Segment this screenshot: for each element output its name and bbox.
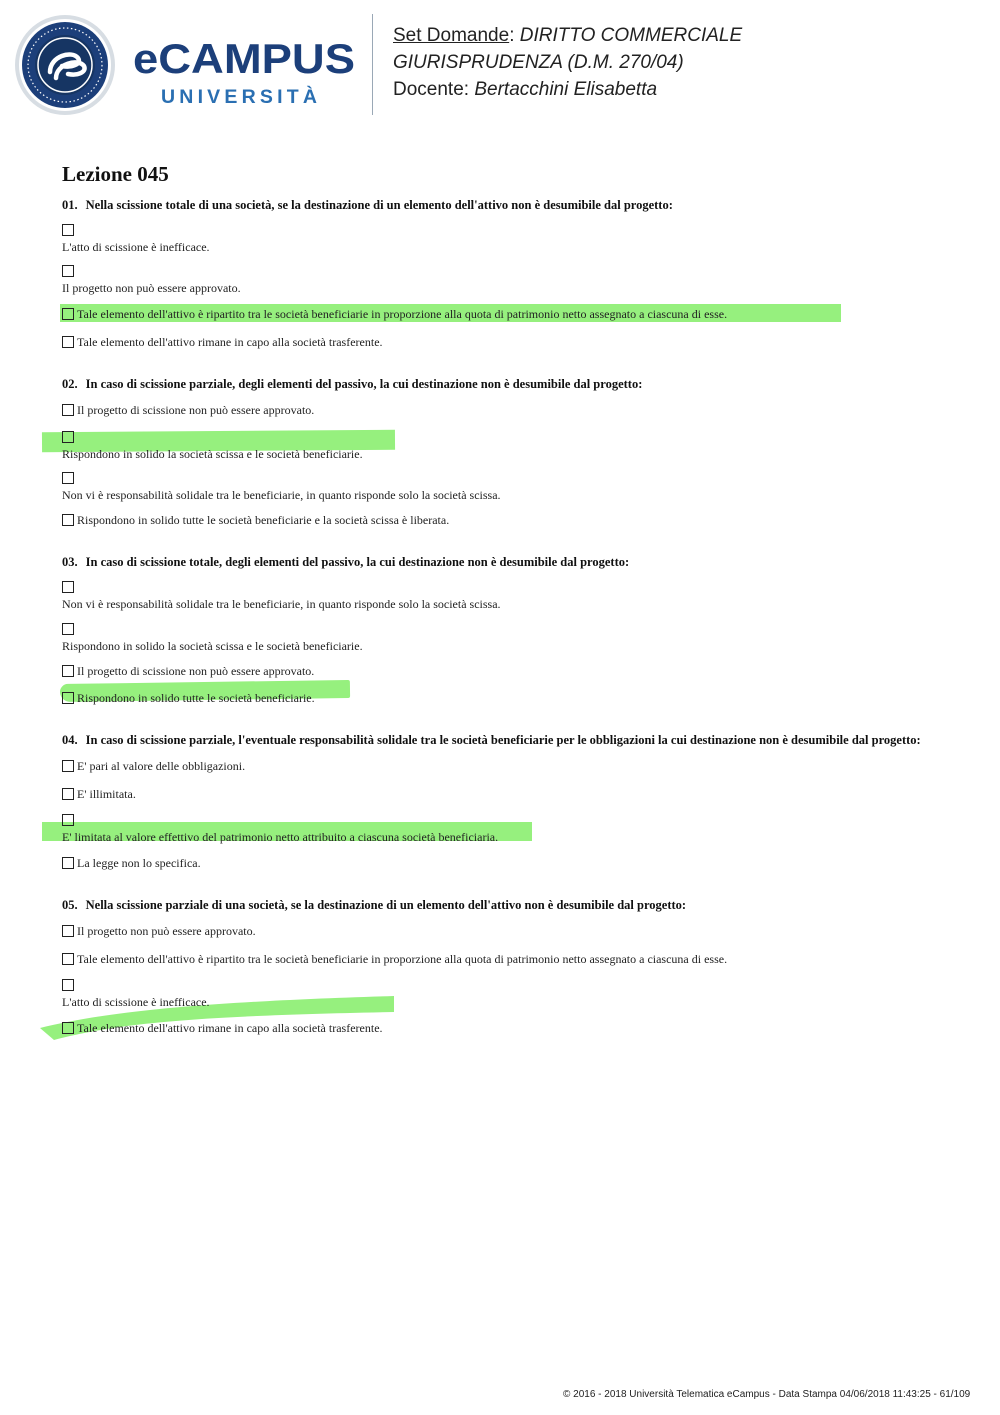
question-label: Nella scissione parziale di una società, se la destinazione di un elemento dell'attivo non è desumibile dal progetto:: [85, 898, 687, 912]
option-label: Non vi è responsabilità solidale tra le beneficiarie, in quanto risponde solo la società scissa.: [62, 597, 501, 611]
question-text: [62, 898, 686, 913]
answer-option[interactable]: [62, 431, 363, 462]
page-footer: © 2016 - 2018 Università Telematica eCampus - Data Stampa 04/06/2018 11:43:25 - 61/109: [563, 1389, 971, 1400]
question-number: 01.: [62, 198, 78, 212]
checkbox[interactable]: [62, 431, 74, 443]
answer-option[interactable]: [62, 1021, 383, 1036]
option-label: La legge non lo specifica.: [77, 856, 201, 870]
option-label: Il progetto non può essere approvato.: [62, 281, 241, 295]
checkbox[interactable]: [62, 760, 74, 772]
checkbox[interactable]: [62, 224, 74, 236]
option-label: Tale elemento dell'attivo è ripartito tra le società beneficiarie in proporzione alla quota di patrimonio netto assegnato a ciascuna di esse.: [77, 307, 728, 321]
option-label: Il progetto di scissione non può essere approvato.: [77, 403, 315, 417]
answer-option[interactable]: [62, 623, 363, 654]
header-teacher-line: Docente: Bertacchini Elisabetta: [393, 79, 658, 100]
teacher-label: Docente: [393, 79, 464, 100]
checkbox[interactable]: [62, 1022, 74, 1034]
answer-option[interactable]: [62, 513, 449, 528]
checkbox[interactable]: [62, 925, 74, 937]
page-header: [0, 0, 1000, 130]
question-text: [62, 555, 629, 570]
question-text: [62, 733, 921, 748]
checkbox[interactable]: [62, 265, 74, 277]
question-label: In caso di scissione parziale, degli elementi del passivo, la cui destinazione non è desumibile dal progetto:: [85, 377, 643, 391]
question-number: 03.: [62, 555, 78, 569]
option-label: E' pari al valore delle obbligazioni.: [77, 759, 246, 773]
option-label: Tale elemento dell'attivo rimane in capo alla società trasferente.: [77, 1021, 383, 1035]
checkbox[interactable]: [62, 472, 74, 484]
question-number: 02.: [62, 377, 78, 391]
checkbox[interactable]: [62, 814, 74, 826]
checkbox[interactable]: [62, 979, 74, 991]
option-label: Tale elemento dell'attivo è ripartito tra le società beneficiarie in proporzione alla quota di patrimonio netto assegnato a ciascuna di esse.: [77, 952, 728, 966]
logo-subtitle: UNIVERSITÀ: [161, 86, 322, 108]
checkbox[interactable]: [62, 581, 74, 593]
option-label: Rispondono in solido la società scissa e le società beneficiarie.: [62, 447, 363, 461]
answer-option[interactable]: [62, 856, 201, 871]
answer-option[interactable]: [62, 691, 315, 706]
checkbox[interactable]: [62, 953, 74, 965]
question-number: 05.: [62, 898, 78, 912]
question-text: [62, 377, 642, 392]
header-set-line: Set Domande: DIRITTO COMMERCIALE: [393, 25, 743, 46]
option-label: E' illimitata.: [77, 787, 136, 801]
option-label: Il progetto non può essere approvato.: [77, 924, 256, 938]
option-label: Rispondono in solido tutte le società beneficiarie e la società scissa è liberata.: [77, 513, 450, 527]
answer-option[interactable]: [62, 472, 501, 503]
answer-option[interactable]: [62, 265, 241, 296]
checkbox[interactable]: [62, 665, 74, 677]
header-divider: [372, 14, 373, 115]
option-label: L'atto di scissione è inefficace.: [62, 995, 210, 1009]
checkbox[interactable]: [62, 404, 74, 416]
option-label: Il progetto di scissione non può essere approvato.: [77, 664, 315, 678]
question-number: 04.: [62, 733, 78, 747]
answer-option[interactable]: [62, 952, 727, 967]
answer-option[interactable]: [62, 924, 256, 939]
checkbox[interactable]: [62, 788, 74, 800]
option-label: Non vi è responsabilità solidale tra le beneficiarie, in quanto risponde solo la società scissa.: [62, 488, 501, 502]
question-label: Nella scissione totale di una società, se la destinazione di un elemento dell'attivo non è desumibile dal progetto:: [85, 198, 673, 212]
lesson-title: Lezione 045: [62, 162, 169, 186]
answer-option[interactable]: [62, 403, 314, 418]
header-info: [393, 22, 993, 103]
checkbox[interactable]: [62, 514, 74, 526]
answer-option[interactable]: [62, 787, 136, 802]
degree-name: GIURISPRUDENZA (D.M. 270/04): [393, 52, 684, 73]
answer-option[interactable]: [62, 335, 383, 350]
question-label: In caso di scissione totale, degli elementi del passivo, la cui destinazione non è desumibile dal progetto:: [85, 555, 630, 569]
question-text: [62, 198, 673, 213]
option-label: Rispondono in solido la società scissa e le società beneficiarie.: [62, 639, 363, 653]
answer-option[interactable]: [62, 759, 245, 774]
answer-option[interactable]: [62, 224, 210, 255]
answer-option[interactable]: [62, 664, 314, 679]
checkbox[interactable]: [62, 308, 74, 320]
checkbox[interactable]: [62, 857, 74, 869]
ecampus-badge-icon: [14, 14, 116, 116]
question-label: In caso di scissione parziale, l'eventuale responsabilità solidale tra le società beneficiarie per le obbligazioni la cui destinazione non è desumibile dal progetto:: [85, 733, 921, 747]
option-label: Tale elemento dell'attivo rimane in capo alla società trasferente.: [77, 335, 383, 349]
option-label: L'atto di scissione è inefficace.: [62, 240, 210, 254]
answer-option[interactable]: [62, 814, 498, 845]
answer-option[interactable]: [62, 581, 501, 612]
checkbox[interactable]: [62, 692, 74, 704]
checkbox[interactable]: [62, 336, 74, 348]
teacher-name: Bertacchini Elisabetta: [474, 79, 658, 100]
option-label: E' limitata al valore effettivo del patrimonio netto attribuito a ciascuna società beneficiaria.: [62, 830, 499, 844]
logo-word-text: eCAMPUS: [133, 38, 355, 78]
option-label: Rispondono in solido tutte le società beneficiarie.: [77, 691, 315, 705]
set-label: Set Domande: [393, 25, 510, 46]
checkbox[interactable]: [62, 623, 74, 635]
ecampus-wordmark: [133, 38, 358, 78]
answer-option[interactable]: [62, 979, 210, 1010]
answer-option[interactable]: [62, 307, 727, 322]
course-name: DIRITTO COMMERCIALE: [519, 25, 743, 46]
